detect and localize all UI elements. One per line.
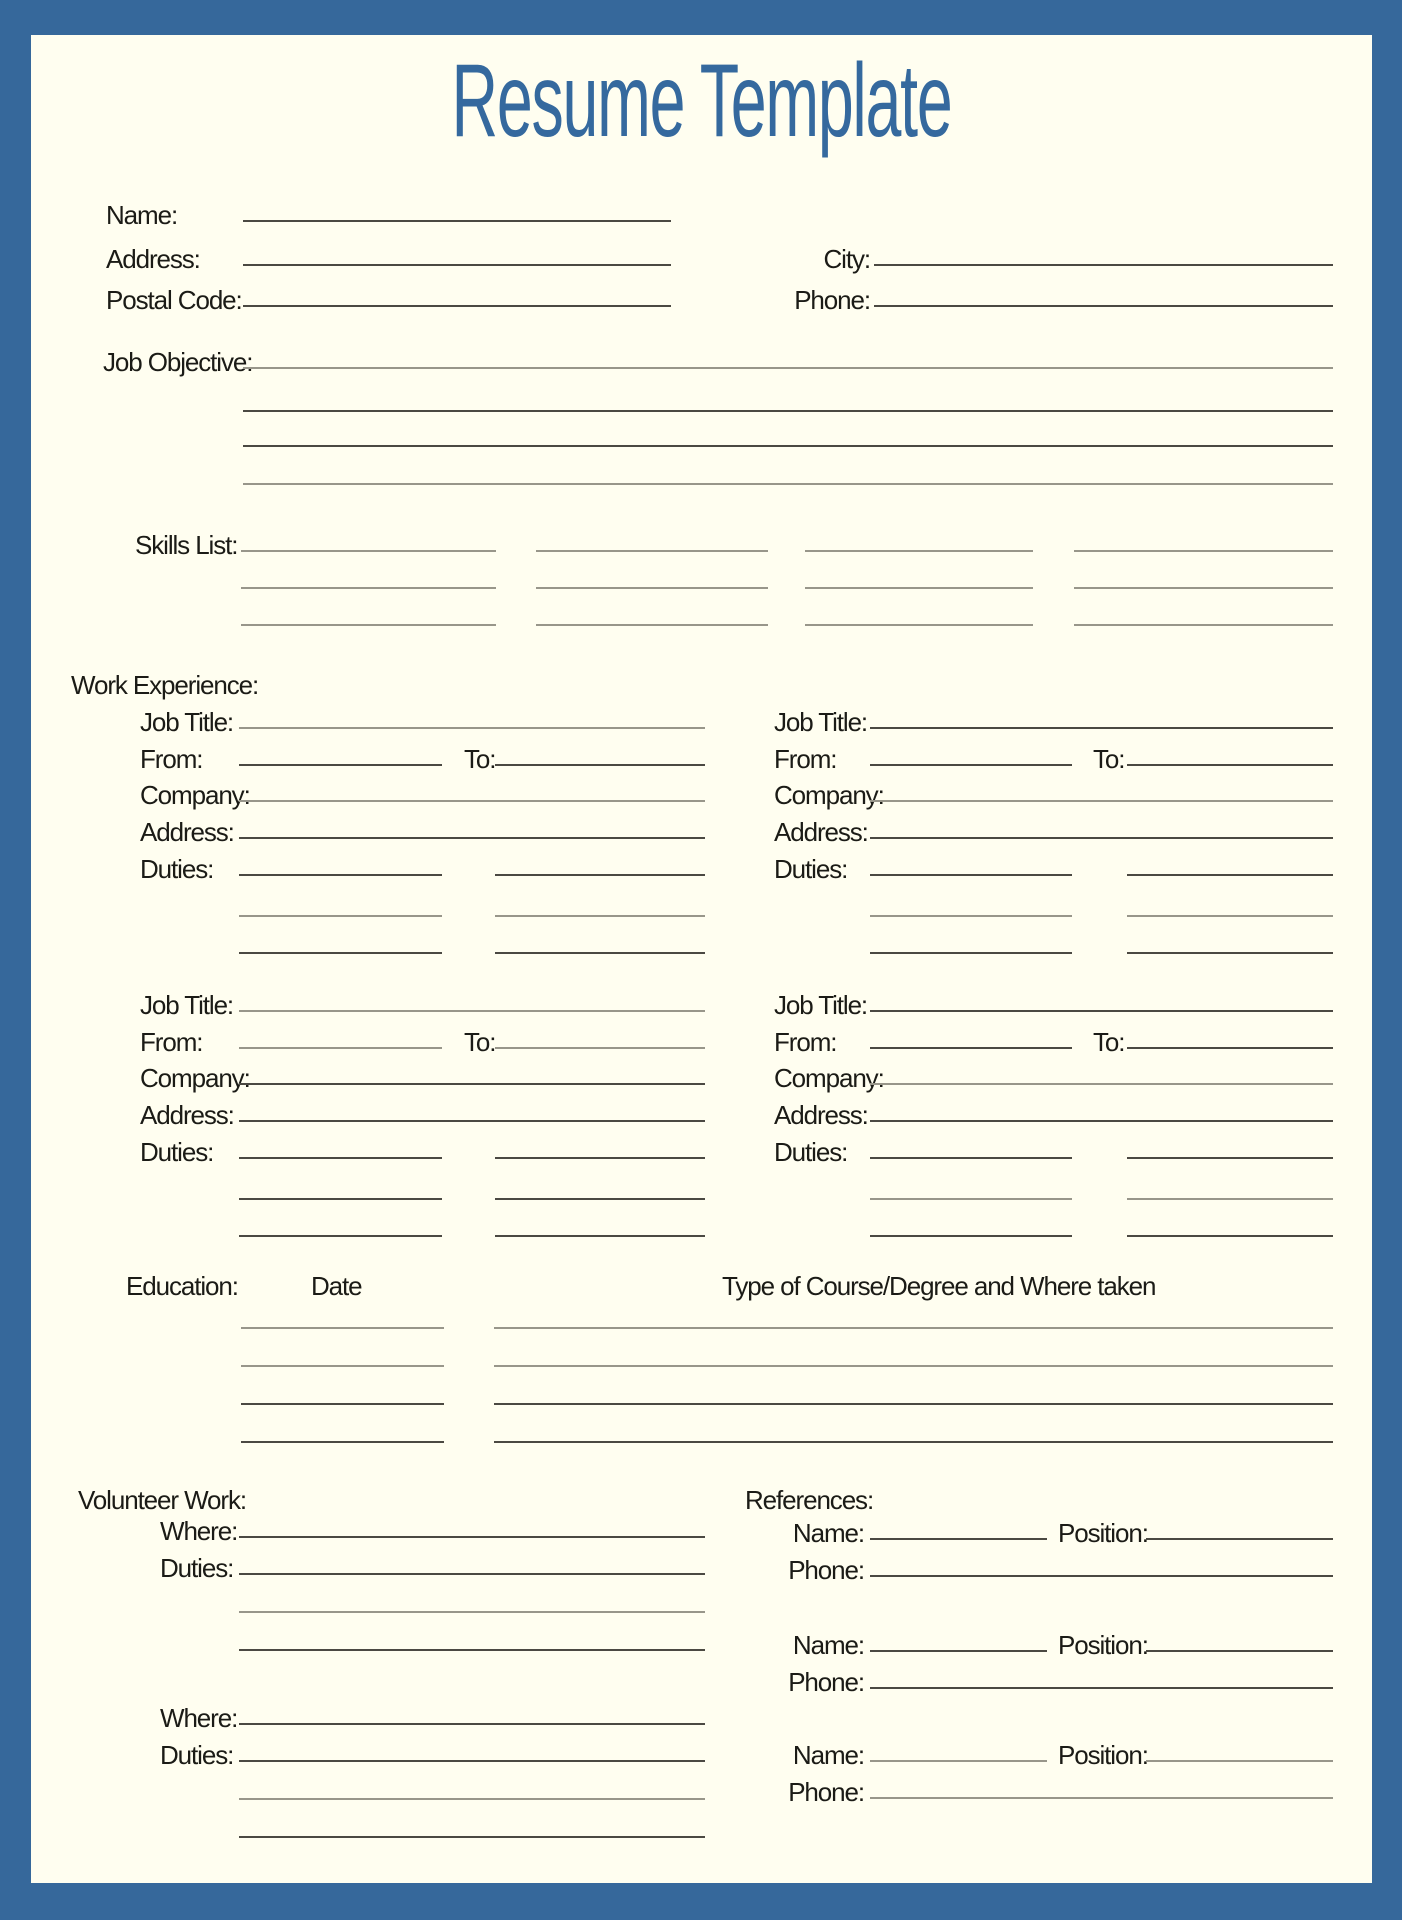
- to-label: To:: [464, 744, 496, 774]
- volunteer-duties-field-line[interactable]: [239, 1573, 705, 1575]
- from-label: From:: [774, 744, 837, 774]
- company-field-line[interactable]: [870, 1083, 1333, 1085]
- reference-phone-label: Phone:: [788, 1667, 864, 1697]
- duties-field-line[interactable]: [870, 952, 1072, 954]
- skills-list-label: Skills List:: [135, 530, 238, 560]
- address-label: Address:: [774, 817, 868, 847]
- from-field-line[interactable]: [870, 1047, 1072, 1049]
- job-objective-field-line[interactable]: [243, 367, 1333, 369]
- duties-label: Duties:: [160, 1740, 234, 1770]
- volunteer-duties-field-line[interactable]: [239, 1649, 705, 1651]
- phone-label: Phone:: [794, 285, 870, 315]
- duties-label: Duties:: [160, 1553, 234, 1583]
- to-field-line[interactable]: [1127, 764, 1333, 766]
- education-course-field-line[interactable]: [494, 1365, 1333, 1367]
- to-field-line[interactable]: [1127, 1047, 1333, 1049]
- duties-field-line[interactable]: [239, 915, 442, 917]
- city-label: City:: [823, 244, 870, 274]
- duties-field-line[interactable]: [495, 1235, 705, 1237]
- duties-field-line[interactable]: [239, 1157, 442, 1159]
- duties-field-line[interactable]: [870, 1198, 1072, 1200]
- reference-name-field-line[interactable]: [870, 1650, 1047, 1652]
- education-course-column-header: Type of Course/Degree and Where taken: [722, 1271, 1156, 1301]
- skills-field-line[interactable]: [241, 550, 496, 552]
- from-field-line[interactable]: [239, 764, 442, 766]
- from-field-line[interactable]: [239, 1047, 442, 1049]
- references-heading: References:: [745, 1485, 874, 1515]
- job-title-field-line[interactable]: [870, 727, 1333, 729]
- address-field-line[interactable]: [239, 1120, 705, 1122]
- resume-template-paper: [31, 35, 1372, 1883]
- volunteer-where-field-line[interactable]: [239, 1723, 705, 1725]
- skills-field-line[interactable]: [1074, 550, 1333, 552]
- skills-field-line[interactable]: [1074, 587, 1333, 589]
- education-date-field-line[interactable]: [241, 1441, 444, 1443]
- duties-label: Duties:: [140, 854, 214, 884]
- volunteer-duties-field-line[interactable]: [239, 1836, 705, 1838]
- page-title: Resume Template: [451, 43, 952, 159]
- reference-name-label: Name:: [792, 1740, 864, 1770]
- to-label: To:: [464, 1027, 496, 1057]
- volunteer-duties-field-line[interactable]: [239, 1611, 705, 1613]
- duties-field-line[interactable]: [1127, 1235, 1333, 1237]
- skills-field-line[interactable]: [536, 587, 768, 589]
- education-date-field-line[interactable]: [241, 1327, 444, 1329]
- to-field-line[interactable]: [495, 764, 705, 766]
- education-date-field-line[interactable]: [241, 1365, 444, 1367]
- reference-name-field-line[interactable]: [870, 1760, 1047, 1762]
- duties-field-line[interactable]: [239, 874, 442, 876]
- skills-field-line[interactable]: [805, 624, 1033, 626]
- address-label: Address:: [774, 1100, 868, 1130]
- name-label: Name:: [106, 200, 178, 230]
- duties-field-line[interactable]: [1127, 915, 1333, 917]
- reference-phone-field-line[interactable]: [870, 1797, 1333, 1799]
- reference-position-field-line[interactable]: [1146, 1650, 1333, 1652]
- address-label: Address:: [106, 244, 200, 274]
- reference-position-field-line[interactable]: [1146, 1760, 1333, 1762]
- duties-field-line[interactable]: [495, 1157, 705, 1159]
- duties-field-line[interactable]: [495, 915, 705, 917]
- duties-field-line[interactable]: [1127, 1157, 1333, 1159]
- job-title-label: Job Title:: [140, 707, 234, 737]
- reference-position-label: Position:: [1058, 1630, 1148, 1660]
- from-field-line[interactable]: [870, 764, 1072, 766]
- skills-field-line[interactable]: [536, 550, 768, 552]
- job-title-label: Job Title:: [774, 990, 868, 1020]
- reference-position-label: Position:: [1058, 1740, 1148, 1770]
- education-heading: Education:: [126, 1271, 238, 1301]
- duties-field-line[interactable]: [870, 874, 1072, 876]
- reference-phone-field-line[interactable]: [870, 1687, 1333, 1689]
- education-course-field-line[interactable]: [494, 1441, 1333, 1443]
- reference-phone-label: Phone:: [788, 1555, 864, 1585]
- duties-field-line[interactable]: [495, 952, 705, 954]
- skills-field-line[interactable]: [241, 624, 496, 626]
- education-date-field-line[interactable]: [241, 1403, 444, 1405]
- job-title-field-line[interactable]: [239, 1010, 705, 1012]
- to-field-line[interactable]: [495, 1047, 705, 1049]
- where-label: Where:: [160, 1703, 238, 1733]
- skills-field-line[interactable]: [805, 550, 1033, 552]
- duties-field-line[interactable]: [870, 1157, 1072, 1159]
- to-label: To:: [1093, 744, 1125, 774]
- volunteer-work-heading: Volunteer Work:: [78, 1485, 247, 1515]
- duties-field-line[interactable]: [495, 1198, 705, 1200]
- volunteer-duties-field-line[interactable]: [239, 1760, 705, 1762]
- address-field-line[interactable]: [870, 1120, 1333, 1122]
- address-field-line[interactable]: [239, 837, 705, 839]
- company-field-line[interactable]: [870, 800, 1333, 802]
- duties-field-line[interactable]: [870, 1235, 1072, 1237]
- phone-field-line[interactable]: [874, 305, 1333, 307]
- company-field-line[interactable]: [239, 800, 705, 802]
- job-title-label: Job Title:: [774, 707, 868, 737]
- job-objective-field-line[interactable]: [243, 445, 1333, 447]
- city-field-line[interactable]: [874, 264, 1333, 266]
- job-objective-field-line[interactable]: [243, 483, 1333, 485]
- job-objective-field-line[interactable]: [243, 410, 1333, 412]
- job-title-label: Job Title:: [140, 990, 234, 1020]
- postal-code-field-line[interactable]: [243, 305, 671, 307]
- from-label: From:: [140, 744, 203, 774]
- duties-field-line[interactable]: [239, 1198, 442, 1200]
- company-label: Company:: [774, 1063, 884, 1093]
- volunteer-duties-field-line[interactable]: [239, 1798, 705, 1800]
- duties-label: Duties:: [140, 1137, 214, 1167]
- duties-field-line[interactable]: [495, 874, 705, 876]
- job-title-field-line[interactable]: [239, 727, 705, 729]
- company-field-line[interactable]: [239, 1083, 705, 1085]
- education-date-column-header: Date: [311, 1271, 362, 1301]
- volunteer-where-field-line[interactable]: [239, 1536, 705, 1538]
- work-experience-heading: Work Experience:: [71, 670, 259, 700]
- skills-field-line[interactable]: [1074, 624, 1333, 626]
- where-label: Where:: [160, 1516, 238, 1546]
- postal-code-label: Postal Code:: [106, 285, 242, 315]
- education-course-field-line[interactable]: [494, 1327, 1333, 1329]
- address-field-line[interactable]: [870, 837, 1333, 839]
- company-label: Company:: [140, 780, 250, 810]
- job-objective-label: Job Objective:: [103, 347, 253, 377]
- skills-field-line[interactable]: [241, 587, 496, 589]
- duties-field-line[interactable]: [1127, 874, 1333, 876]
- skills-field-line[interactable]: [536, 624, 768, 626]
- duties-field-line[interactable]: [239, 952, 442, 954]
- reference-name-label: Name:: [792, 1518, 864, 1548]
- duties-field-line[interactable]: [870, 915, 1072, 917]
- reference-position-label: Position:: [1058, 1518, 1148, 1548]
- company-label: Company:: [774, 780, 884, 810]
- name-field-line[interactable]: [243, 220, 671, 222]
- reference-phone-label: Phone:: [788, 1777, 864, 1807]
- from-label: From:: [140, 1027, 203, 1057]
- duties-field-line[interactable]: [1127, 952, 1333, 954]
- address-label: Address:: [140, 1100, 234, 1130]
- skills-field-line[interactable]: [805, 587, 1033, 589]
- to-label: To:: [1093, 1027, 1125, 1057]
- duties-field-line[interactable]: [1127, 1198, 1333, 1200]
- reference-name-label: Name:: [792, 1630, 864, 1660]
- address-label: Address:: [140, 817, 234, 847]
- duties-label: Duties:: [774, 1137, 848, 1167]
- from-label: From:: [774, 1027, 837, 1057]
- job-title-field-line[interactable]: [870, 1010, 1333, 1012]
- education-course-field-line[interactable]: [494, 1403, 1333, 1405]
- address-field-line[interactable]: [243, 264, 671, 266]
- reference-phone-field-line[interactable]: [870, 1575, 1333, 1577]
- reference-name-field-line[interactable]: [870, 1538, 1047, 1540]
- reference-position-field-line[interactable]: [1146, 1538, 1333, 1540]
- duties-label: Duties:: [774, 854, 848, 884]
- company-label: Company:: [140, 1063, 250, 1093]
- duties-field-line[interactable]: [239, 1235, 442, 1237]
